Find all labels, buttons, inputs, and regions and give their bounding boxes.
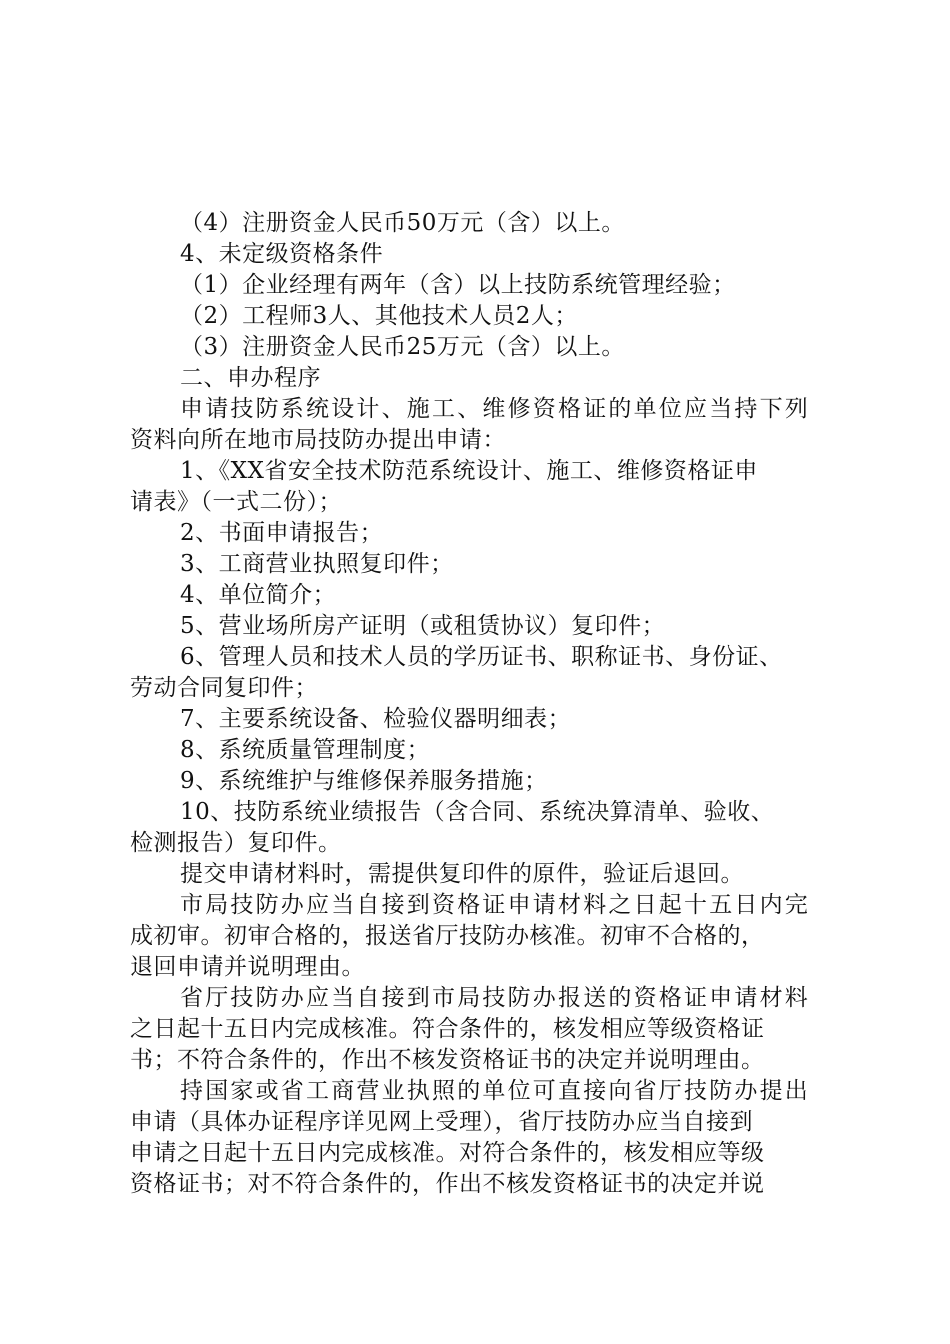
list-item-continuation: 检测报告）复印件。 [130,830,342,856]
list-item: 8、系统质量管理制度； [180,737,431,763]
list-item-continuation: 劳动合同复印件； [130,675,318,701]
list-item: 1、《XX省安全技术防范系统设计、施工、维修资格证申 [180,458,758,484]
text-line: 申请技防系统设计、施工、维修资格证的单位应当持下列 [180,396,810,422]
text-line: 省厅技防办应当自接到市局技防办报送的资格证申请材料 [180,985,810,1011]
text-line: 市局技防办应当自接到资格证申请材料之日起十五日内完 [180,892,810,918]
text-line: 退回申请并说明理由。 [130,954,365,980]
list-item: 6、管理人员和技术人员的学历证书、职称证书、身份证、 [180,644,783,670]
text-line: 申请之日起十五日内完成核准。对符合条件的，核发相应等级 [130,1140,765,1166]
text-line: （1）企业经理有两年（含）以上技防系统管理经验； [180,272,736,298]
section-heading: 二、申办程序 [180,365,321,391]
text-line: 提交申请材料时，需提供复印件的原件，验证后退回。 [180,861,744,887]
list-item: 10、技防系统业绩报告（含合同、系统决算清单、验收、 [180,799,775,825]
text-line: 资料向所在地市局技防办提出申请： [130,427,506,453]
list-item: 7、主要系统设备、检验仪器明细表； [180,706,572,732]
list-item-continuation: 请表》（一式二份）； [130,489,342,515]
text-line: 之日起十五日内完成核准。符合条件的，核发相应等级资格证 [130,1016,765,1042]
text-line: 申请（具体办证程序详见网上受理），省厅技防办应当自接到 [130,1109,753,1135]
list-item: 4、单位简介； [180,582,337,608]
text-line: 书；不符合条件的，作出不核发资格证书的决定并说明理由。 [130,1047,765,1073]
list-item: 9、系统维护与维修保养服务措施； [180,768,548,794]
text-line: 持国家或省工商营业执照的单位可直接向省厅技防办提出 [180,1078,810,1104]
text-line: 成初审。初审合格的，报送省厅技防办核准。初审不合格的， [130,923,765,949]
list-item: 5、营业场所房产证明（或租赁协议）复印件； [180,613,666,639]
text-line: 4、未定级资格条件 [180,241,384,267]
text-line: （3）注册资金人民币25万元（含）以上。 [180,334,625,360]
text-line: 资格证书；对不符合条件的，作出不核发资格证书的决定并说 [130,1171,765,1197]
list-item: 2、书面申请报告； [180,520,384,546]
text-line: （2）工程师3人、其他技术人员2人； [180,303,578,329]
list-item: 3、工商营业执照复印件； [180,551,454,577]
text-line: （4）注册资金人民币50万元（含）以上。 [180,210,625,236]
